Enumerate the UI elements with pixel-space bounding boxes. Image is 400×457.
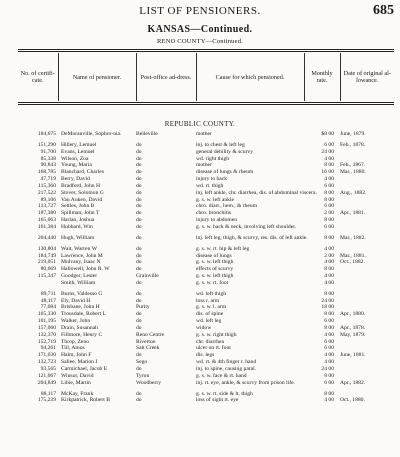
table-row	[18, 373, 394, 380]
post-office: Purity	[136, 304, 150, 311]
pension-cause: disease of lungs & rheum	[196, 169, 254, 176]
column-header-table	[18, 53, 394, 101]
monthly-rate: 4 00	[324, 397, 334, 404]
pensioner-name: DeMoranville, Sophro-nia.	[61, 131, 122, 137]
post-office: do	[136, 234, 142, 241]
pensioner-name: Carmichael, Jacob E	[61, 366, 108, 372]
certificate-number: 204,849	[37, 379, 56, 386]
certificate-number: 152,719	[37, 338, 56, 345]
certificate-number: 91,700	[40, 148, 56, 155]
pensioner-name: Stover, Solomon G	[61, 189, 104, 196]
column-header-post-office: Post-office ad-dress.	[136, 53, 196, 101]
monthly-rate: 4 00	[324, 279, 334, 286]
monthly-rate: 6 00	[324, 223, 334, 230]
header-bottom-rule	[18, 102, 394, 103]
pension-cause: dis. legs	[196, 352, 215, 359]
monthly-rate: 6 00	[324, 318, 334, 325]
monthly-rate: 8 00	[324, 217, 334, 224]
pension-cause: g. s. w. back & neck, involving left shoulder.	[196, 223, 297, 230]
monthly-rate: 24 00	[321, 297, 334, 304]
allowance-date: Oct., 1882.	[340, 259, 365, 266]
post-office: do	[136, 390, 142, 397]
column-header-cause: Cause for which pensioned.	[196, 53, 304, 101]
pensioner-name: Ely, David H	[61, 297, 91, 304]
pension-cause: chr. diarrhea	[196, 338, 224, 345]
post-office: do	[136, 196, 142, 203]
pension-cause: injury to back	[196, 176, 228, 183]
post-office: Grainville	[136, 273, 159, 280]
table-row	[18, 142, 394, 149]
allowance-date: Apr., 1881.	[340, 210, 366, 217]
table-row	[18, 224, 394, 231]
table-row	[18, 332, 394, 339]
pension-cause: mother	[196, 131, 212, 137]
table-row	[18, 183, 394, 190]
section-title: KANSAS—Continued.	[147, 24, 253, 35]
pension-cause: wd. right thigh	[196, 155, 230, 162]
table-row	[18, 298, 394, 305]
monthly-rate: 8 00	[324, 162, 334, 169]
post-office: Sego	[136, 359, 148, 366]
certificate-number: 157,060	[37, 324, 56, 331]
certificate-number: 217,522	[37, 189, 56, 196]
post-office: do	[136, 245, 142, 252]
pensioner-name: Burns, Valdesso G	[61, 290, 103, 297]
pensioner-name: Spillman, John T	[61, 210, 100, 217]
allowance-date: Oct., 1880.	[340, 397, 365, 404]
post-office: do	[136, 162, 142, 169]
monthly-rate: 8 00	[324, 311, 334, 318]
monthly-rate: 4 00	[324, 259, 334, 266]
certificate-number: 48,117	[40, 297, 56, 304]
pensioner-name: Hallowell, John R. W	[61, 266, 110, 273]
monthly-rate: 8 00	[324, 324, 334, 331]
post-office: do	[136, 352, 142, 359]
post-office: do	[136, 210, 142, 217]
table-row	[18, 190, 394, 197]
certificate-number: 204,440	[37, 234, 56, 241]
post-office: do	[136, 176, 142, 183]
pensioner-name: Walker, John	[61, 318, 91, 325]
table-row	[18, 217, 394, 224]
pensioner-name: Till, Amos	[61, 345, 85, 352]
pension-cause: g. s. w. right thigh	[196, 331, 237, 338]
certificate-number: 89,711	[40, 290, 56, 297]
certificate-number: 94,261	[40, 345, 56, 352]
certificate-number: 115,360	[38, 182, 56, 189]
post-office: do	[136, 141, 142, 148]
certificate-number: 184,675	[37, 131, 56, 137]
monthly-rate: 2 00	[324, 252, 334, 259]
post-office: do	[136, 182, 142, 189]
pensioner-name: Blanchard, Charles	[61, 169, 104, 176]
pensioner-name: Van Auken, David	[61, 196, 103, 203]
certificate-number: 115,347	[38, 273, 56, 280]
table-row	[18, 169, 394, 176]
post-office: do	[136, 148, 142, 155]
top-rule	[18, 51, 394, 52]
allowance-date: May, 1879.	[340, 331, 366, 338]
pensioner-name: Wilson, Zoa	[61, 155, 89, 162]
allowance-date: Apr., 1878.	[340, 324, 366, 331]
pension-cause: wd. left thigh	[196, 290, 226, 297]
monthly-rate: 6 00	[324, 203, 334, 210]
monthly-rate: 24 00	[321, 148, 334, 155]
monthly-rate: 8 00	[324, 189, 334, 196]
pensioner-name: Lawrence, John M	[61, 252, 103, 259]
post-office: Belleville	[136, 131, 158, 137]
pension-cause: wd. rt. thigh	[196, 182, 224, 189]
pensioner-name: Settles, John B	[61, 203, 95, 210]
table-row	[18, 280, 394, 287]
pension-cause: g. s. w. rt. hip & left leg	[196, 245, 250, 252]
top-rule	[18, 49, 394, 50]
pension-cause: general debility & scurvy	[196, 148, 254, 155]
column-header-certificate: No. of certifi-cate.	[18, 53, 58, 101]
post-office: do	[136, 366, 142, 372]
pension-cause: wd. rt. & 4th finger r. hand	[196, 359, 257, 366]
certificate-number: 132,370	[37, 331, 56, 338]
allowance-date: Mar., 1882.	[340, 234, 366, 241]
certificate-number: 165,330	[37, 311, 56, 318]
pension-cause: inj. rt. eye, ankle, & scurvy from prison life.	[196, 379, 295, 386]
monthly-rate: 8 00	[324, 290, 334, 297]
certificate-number: 130,804	[37, 245, 56, 252]
monthly-rate: 8 00	[324, 196, 334, 203]
pensioner-name: Hugh, William	[61, 234, 95, 241]
pensioner-name: McKay, Frank	[61, 390, 94, 397]
monthly-rate: 4 00	[324, 359, 334, 366]
monthly-rate: 8 00	[324, 234, 334, 241]
monthly-rate: 4 00	[324, 245, 334, 252]
post-office: do	[136, 169, 142, 176]
pensioner-name: Kirkpatrick, Robert B	[61, 397, 110, 404]
pensioner-name: Trousdale, Robert L	[61, 311, 107, 318]
monthly-rate: 2 00	[324, 210, 334, 217]
monthly-rate: 4 00	[324, 273, 334, 280]
certificate-number: 171,030	[37, 352, 56, 359]
pension-cause: g. s. w. l. arm	[196, 304, 227, 311]
monthly-rate: 6 00	[324, 338, 334, 345]
monthly-rate: 6 00	[324, 182, 334, 189]
monthly-rate: 4 00	[324, 155, 334, 162]
post-office: Woodberry	[136, 379, 162, 386]
post-office: do	[136, 279, 142, 286]
pension-cause: injury to abdomen	[196, 217, 238, 224]
table-row	[18, 325, 394, 332]
table-row	[18, 176, 394, 183]
post-office: Tyron	[136, 372, 150, 379]
running-title: LIST OF PENSIONERS.	[139, 5, 261, 17]
certificate-number: 89,106	[40, 196, 56, 203]
certificate-number: 184,749	[37, 252, 56, 259]
pensioner-name: Goodger, Lester	[61, 273, 98, 280]
table-row	[18, 131, 394, 138]
table-row	[18, 359, 394, 366]
pension-cause: wd. left leg	[196, 318, 222, 325]
allowance-date: Mar., 1881.	[340, 252, 366, 259]
certificate-number: 101,195	[37, 318, 56, 325]
post-office: do	[136, 203, 142, 210]
post-office: do	[136, 297, 142, 304]
pension-cause: g. s. w. left ankle	[196, 196, 235, 203]
monthly-rate: 24 00	[321, 366, 334, 372]
allowance-date: Feb., 1878.	[340, 141, 366, 148]
pension-cause: inj. left leg, thigh, & scurvy, res. dis. of left ankle.	[196, 234, 308, 241]
pensioner-name: Mulvany, Isaac N	[61, 259, 101, 266]
certificate-number: 187,380	[37, 210, 56, 217]
table-row	[18, 203, 394, 210]
table-row	[18, 273, 394, 280]
pensioner-name: Brisbane, John H	[61, 304, 100, 311]
pension-cause: chro. bronchitis	[196, 210, 232, 217]
monthly-rate: 16 00	[321, 169, 334, 176]
monthly-rate: 4 00	[324, 176, 334, 183]
pension-cause: loss of sight rt. eye	[196, 397, 239, 404]
table-row	[18, 291, 394, 298]
pension-cause: g. s. w. face & rt. hand	[196, 372, 247, 379]
post-office: do	[136, 311, 142, 318]
table-row	[18, 197, 394, 204]
table-row	[18, 318, 394, 325]
monthly-rate: 4 00	[324, 331, 334, 338]
post-office: do	[136, 189, 142, 196]
certificate-number: 121,067	[37, 372, 56, 379]
monthly-rate: 8 00	[324, 266, 334, 273]
certificate-number: 168,785	[37, 169, 56, 176]
allowance-date: Apr., 1880.	[340, 311, 366, 318]
post-office: do	[136, 318, 142, 325]
pensioner-name: Drain, Susannah	[61, 324, 98, 331]
monthly-rate: 8 00	[324, 372, 334, 379]
pension-cause: loss r. arm	[196, 297, 220, 304]
post-office: do	[136, 217, 142, 224]
pension-cause: mother	[196, 162, 212, 169]
monthly-rate: 8 00	[324, 390, 334, 397]
pension-cause: inj. to chest & left leg	[196, 141, 245, 148]
table-row	[18, 156, 394, 163]
post-office: do	[136, 223, 142, 230]
pension-cause: g. s. w. rt. foot	[196, 279, 229, 286]
certificate-number: 175,239	[37, 397, 56, 404]
table-row	[18, 210, 394, 217]
pension-cause: g. s. w. left thigh	[196, 259, 234, 266]
pension-cause: inj. left ankle, chr. diarrhea, dis. of abdominal viscera.	[196, 189, 317, 196]
pensioner-name: Smith, William	[61, 279, 96, 286]
monthly-rate: 18 00	[321, 304, 334, 311]
post-office: do	[136, 324, 142, 331]
running-header	[0, 4, 400, 20]
table-row	[18, 380, 394, 387]
certificate-number: 161,384	[37, 223, 56, 230]
header-bottom-rule	[18, 104, 394, 105]
subsection-title: RENO COUNTY—Continued.	[156, 38, 243, 45]
pensioner-name: Throp, Zeno	[61, 338, 89, 345]
allowance-date: Apr., 1882.	[340, 379, 366, 386]
table-row	[18, 235, 394, 242]
pensioner-name: Hillery, Lemuel	[61, 141, 97, 148]
certificate-number: 47,719	[40, 176, 56, 183]
post-office: do	[136, 252, 142, 259]
certificate-number: 90,843	[40, 162, 56, 169]
certificate-number: 219,051	[37, 259, 56, 266]
monthly-rate: 6 00	[324, 379, 334, 386]
column-header-monthly-rate: Monthly rate.	[304, 53, 340, 101]
allowance-date: Feb., 1867.	[340, 162, 366, 169]
table-row	[18, 397, 394, 404]
monthly-rate: 6 00	[324, 345, 334, 352]
county-heading: REPUBLIC COUNTY.	[164, 120, 236, 128]
post-office: Reno Centre	[136, 331, 165, 338]
pensioner-list	[18, 131, 394, 404]
certificate-number: 88,117	[40, 390, 56, 397]
pension-cause: chro. diarr., hem., & rheum	[196, 203, 258, 210]
post-office: do	[136, 259, 142, 266]
table-row	[18, 266, 394, 273]
certificate-number: 93,565	[40, 366, 56, 372]
pension-cause: ulcer on rt. foot	[196, 345, 231, 352]
monthly-rate: 4 00	[324, 352, 334, 359]
certificate-number: 132,723	[37, 359, 56, 366]
pensioner-name: Winsor, David	[61, 372, 94, 379]
post-office: do	[136, 155, 142, 162]
column-header-name: Name of pensioner.	[58, 53, 136, 101]
column-header-date: Date of original al-lowance.	[343, 70, 391, 84]
table-row	[18, 366, 394, 373]
pensioner-name: Fillmore, Henry C	[61, 331, 103, 338]
allowance-date: June, 1881.	[340, 352, 366, 359]
certificate-number: 85,338	[40, 155, 56, 162]
pension-cause: g. s. w. left thigh	[196, 273, 234, 280]
post-office: Riverton	[136, 338, 156, 345]
pensioner-name: Hubbard, Wm	[61, 223, 93, 230]
allowance-date: Aug., 1882.	[340, 189, 367, 196]
page-number: 685	[373, 3, 394, 18]
pensioner-name: Young, Maria	[61, 162, 92, 169]
post-office: do	[136, 290, 142, 297]
allowance-date: Mar., 1880.	[340, 169, 366, 176]
pensioner-name: Sallee, Marion J	[61, 359, 98, 366]
pension-cause: dis. of spine	[196, 311, 224, 318]
pensioner-name: Harlan, Joshua	[61, 217, 95, 224]
pensioner-name: Evans, Lemuel	[61, 148, 95, 155]
pension-cause: disease of lungs	[196, 252, 232, 259]
pensioner-name: Berry, David	[61, 176, 90, 183]
pensioner-name: Libie, Martin	[61, 379, 91, 386]
certificate-number: 165,063	[37, 217, 56, 224]
post-office: do	[136, 266, 142, 273]
pension-cause: effects of scurvy	[196, 266, 234, 273]
pensioner-name: Halm, John F	[61, 352, 92, 359]
post-office: Salt Creek	[136, 345, 160, 352]
allowance-date: June, 1879.	[340, 131, 366, 137]
monthly-rate: 6 00	[324, 141, 334, 148]
table-row	[18, 149, 394, 156]
certificate-number: 151,290	[37, 141, 56, 148]
certificate-number: 77,084	[40, 304, 56, 311]
pension-cause: g. s. w. rt. side & lt. thigh	[196, 390, 253, 397]
monthly-rate: $8 00	[321, 131, 334, 137]
post-office: do	[136, 397, 142, 404]
table-row	[18, 246, 394, 253]
certificate-number: 113,727	[38, 203, 56, 210]
pension-cause: inj. to spine, causing paral.	[196, 366, 257, 372]
pension-cause: widow	[196, 324, 212, 331]
certificate-number: 80,669	[40, 266, 56, 273]
pensioner-name: Wait, Warren W	[61, 245, 98, 252]
table-row	[18, 345, 394, 352]
pensioner-name: Bradford, John H	[61, 182, 100, 189]
